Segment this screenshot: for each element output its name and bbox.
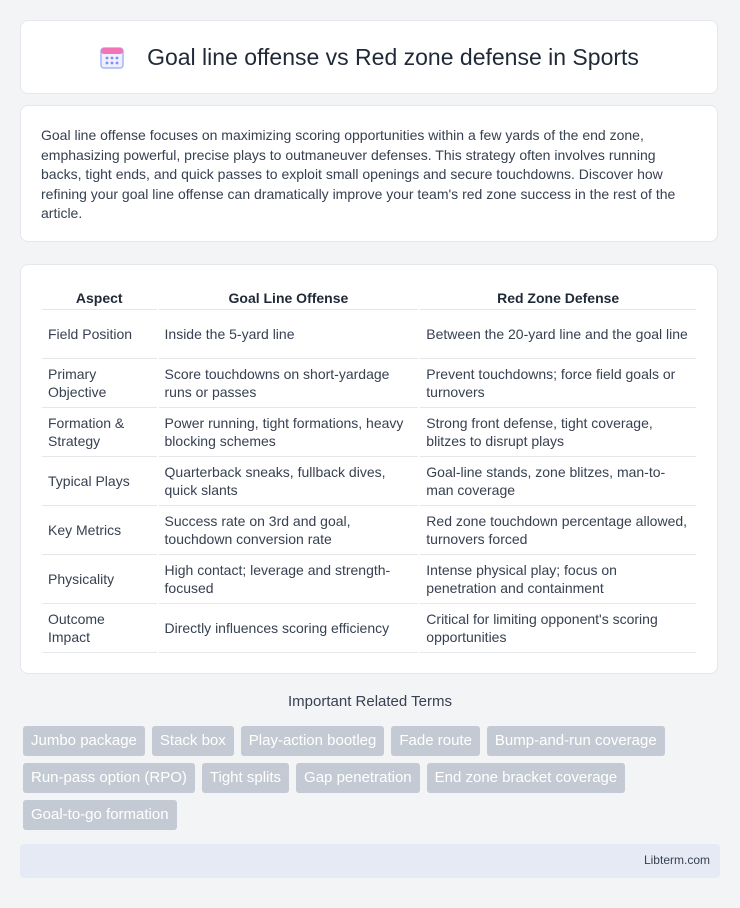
intro-text: Goal line offense focuses on maximizing scoring opportunities within a few yards of the end zone, emphasizing powerful, precise plays to outmaneuver defenses. This strategy often involves running backs, tight ends, and quick passes to exploit small openings and secure touchdowns. Discover how refining your goal line offense can dramatically improve your team's red zone success in the rest of the article.	[41, 127, 676, 221]
table-row	[42, 506, 696, 555]
term-tag[interactable]: Stack box	[152, 726, 234, 756]
table-cell: Strong front defense, tight coverage, blitzes to disrupt plays	[420, 408, 696, 457]
table-cell: Typical Plays	[42, 457, 157, 506]
column-header: Aspect	[42, 285, 157, 310]
table-cell: Field Position	[42, 310, 157, 359]
table-cell: Primary Objective	[42, 359, 157, 408]
table-cell: Quarterback sneaks, fullback dives, quick slants	[159, 457, 419, 506]
intro-card	[20, 105, 718, 242]
page-title: Goal line offense vs Red zone defense in Sports	[147, 43, 639, 70]
term-tag[interactable]: Gap penetration	[296, 763, 420, 793]
term-tag[interactable]: Run-pass option (RPO)	[23, 763, 195, 793]
table-cell: High contact; leverage and strength-focused	[159, 555, 419, 604]
table-cell: Inside the 5-yard line	[159, 310, 419, 359]
column-header: Goal Line Offense	[159, 285, 419, 310]
term-tag[interactable]: Tight splits	[202, 763, 289, 793]
term-tag[interactable]: Fade route	[391, 726, 480, 756]
table-row	[42, 359, 696, 408]
comparison-table-card	[20, 264, 718, 674]
table-row	[42, 310, 696, 359]
table-cell: Key Metrics	[42, 506, 157, 555]
term-tag[interactable]: Play-action bootleg	[241, 726, 385, 756]
table-cell: Directly influences scoring efficiency	[159, 604, 419, 653]
footer	[20, 844, 720, 878]
table-row	[42, 604, 696, 653]
comparison-table	[40, 285, 698, 653]
table-cell: Red zone touchdown percentage allowed, turnovers forced	[420, 506, 696, 555]
title-card	[20, 20, 718, 94]
table-cell: Critical for limiting opponent's scoring opportunities	[420, 604, 696, 653]
table-cell: Formation & Strategy	[42, 408, 157, 457]
table-cell: Goal-line stands, zone blitzes, man-to-man coverage	[420, 457, 696, 506]
table-cell: Physicality	[42, 555, 157, 604]
term-tag[interactable]: End zone bracket coverage	[427, 763, 626, 793]
related-terms-list	[23, 726, 713, 830]
term-tag[interactable]: Bump-and-run coverage	[487, 726, 665, 756]
related-terms-title: Important Related Terms	[288, 693, 452, 710]
footer-site-link[interactable]: Libterm.com	[643, 853, 710, 867]
table-cell: Between the 20-yard line and the goal line	[420, 310, 696, 359]
term-tag[interactable]: Goal-to-go formation	[23, 800, 177, 830]
term-tag[interactable]: Jumbo package	[23, 726, 145, 756]
table-cell: Success rate on 3rd and goal, touchdown conversion rate	[159, 506, 419, 555]
table-cell: Power running, tight formations, heavy blocking schemes	[159, 408, 419, 457]
table-cell: Outcome Impact	[42, 604, 157, 653]
table-cell: Intense physical play; focus on penetration and containment	[420, 555, 696, 604]
table-row	[42, 555, 696, 604]
table-row	[42, 408, 696, 457]
column-header: Red Zone Defense	[420, 285, 696, 310]
table-cell: Prevent touchdowns; force field goals or turnovers	[420, 359, 696, 408]
table-cell: Score touchdowns on short-yardage runs or passes	[159, 359, 419, 408]
calendar-icon	[99, 44, 125, 70]
table-row	[42, 457, 696, 506]
